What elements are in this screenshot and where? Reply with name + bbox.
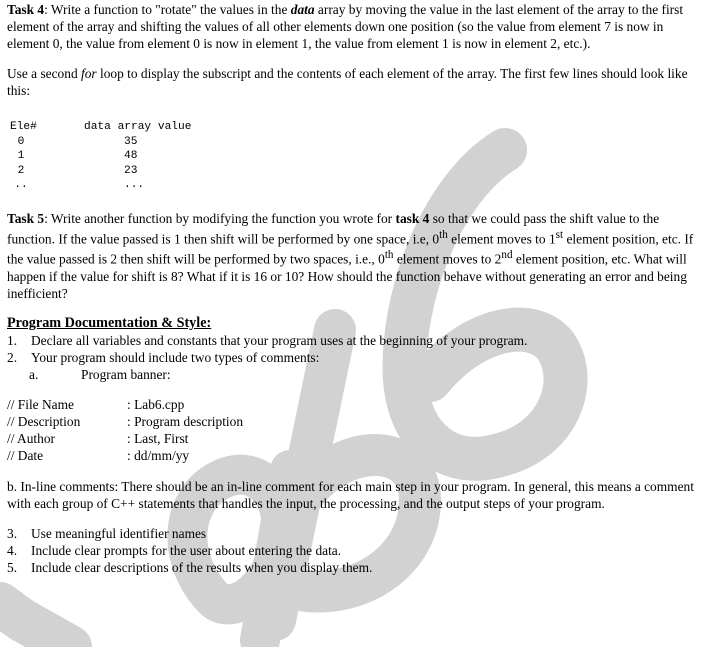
for-keyword: for (81, 66, 97, 81)
sample-output-row: 1 48 (17, 150, 138, 163)
banner-row: // File Name : Lab6.cpp (7, 396, 185, 412)
banner-row: // Description : Program description (7, 413, 244, 429)
list-item: 3. Use meaningful identifier names (7, 525, 207, 541)
sub-item-a: a. Program banner: (29, 366, 171, 382)
list-item: 2. Your program should include two types of comments: (7, 349, 320, 365)
task4-label: Task 4 (7, 2, 45, 17)
list-item: 5. Include clear descriptions of the results when you display them. (7, 559, 373, 575)
task4-paragraph: Task 4: Write a function to "rotate" the values in the data array by moving the value in the last element of the array to the first element of the array and shifting the values of all other elements down one position (so the value from element 7 is now in element 0, the value from element 0 is now in element 1, the value from element 1 is now in element 2, etc.). (7, 2, 684, 51)
sample-output-row: 2 23 (17, 164, 138, 177)
list-item: 1. Declare all variables and constants that your program uses at the beginning of your program. (7, 332, 528, 348)
documentation-list (7, 332, 695, 366)
program-banner (7, 396, 243, 464)
list-item: 4. Include clear prompts for the user about entering the data. (7, 542, 342, 558)
document-page (7, 1, 695, 576)
sample-output-header (10, 120, 191, 135)
sample-output-row: 0 35 (17, 135, 138, 148)
task4-loop-paragraph: Use a second for loop to display the subscript and the contents of each element of the array. The first few lines should look like this: (7, 66, 688, 98)
task5-label: Task 5 (7, 210, 45, 226)
task5-paragraph: Task 5: Write another function by modifying the function you wrote for task 4 so that we could pass the shift value to the function. If the value passed is 1 then shift will be performed by one space, i.e, 0th element moves to 1st element position, etc. If the value passed is 2 then shift will be performed by two spaces, i.e., 0th element moves to 2nd element position, etc. What will happen if the value for shift is 8? What if it is 16 or 10? How should the function behave without generating an error and being inefficient? (7, 210, 694, 301)
banner-row: // Date : dd/mm/yy (7, 447, 190, 463)
inline-comments-paragraph: b. In-line comments: There should be an in-line comment for each main step in your program. In general, this means a comment with each group of C++ statements that handles the input, the processing, and the output steps of your program. (7, 478, 694, 511)
data-keyword: data (290, 2, 315, 17)
sample-output-row: .. ... (14, 179, 145, 192)
banner-row: // Author : Last, First (7, 430, 189, 446)
documentation-heading: Program Documentation & Style: (7, 314, 212, 331)
sample-output-table (10, 120, 191, 193)
watermark-letter-l (0, 604, 70, 647)
header-ele: Ele# (10, 121, 37, 133)
documentation-list-continued (7, 525, 695, 576)
header-data-value: data array value (84, 121, 192, 133)
